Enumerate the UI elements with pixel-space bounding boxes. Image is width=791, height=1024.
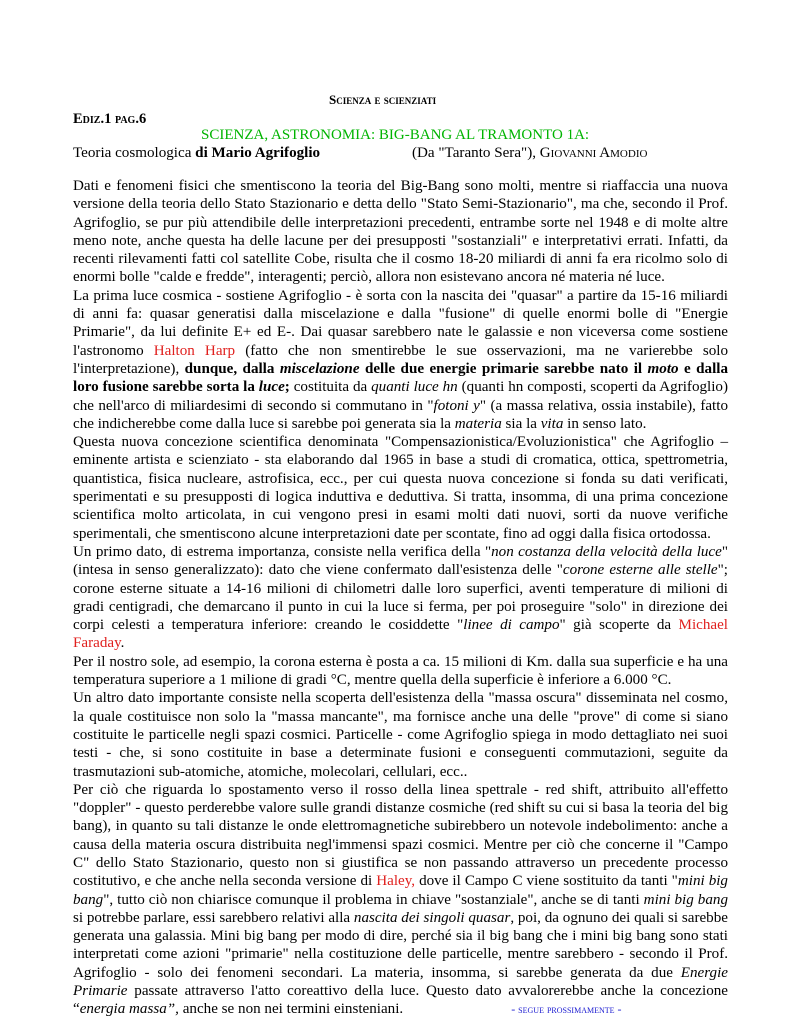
p2-bold-underline-2: luce	[258, 379, 285, 396]
p4-italic-1: non costanza della velocità della luce	[491, 543, 722, 560]
p2-bold-underline-1: moto	[647, 360, 679, 377]
section-title: Scienza e scienziati	[329, 92, 437, 107]
paragraph-5: Per il nostro sole, ad esempio, la corona esterna è posta a ca. 15 milioni di Km. dalla sua superficie e ha una temperatura superiore a 1 milione di gradi °C, mentre quella della superficie è inferiore a 6.000 °C.	[73, 653, 728, 689]
p7-text-d: si potrebbe parlare, essi sarebbero relativi alla	[73, 909, 354, 926]
p7-text-e: , poi, da ognuno dei quali si sarebbe generata una galassia. Mini big bang per modo di dire, perché sia il big bang che i mini big bang sono stati interpretati come azioni "primarie" nella costituzione delle particelle, mentre sarebbero - secondo il Prof. Agrifoglio - solo dei fenomeni secondari. La materia, insomma, si sarebbe generata da due	[73, 909, 728, 981]
p7-italic-1: mini big bang	[73, 873, 728, 908]
subtitle-author: di Mario Agrifoglio	[195, 145, 321, 161]
p4-text-b: " (intesa in senso generalizzato): dato che viene confermato dall'esistenza delle "	[73, 543, 729, 579]
p7-text-a: Per ciò che riguarda lo spostamento verso il rosso della linea spettrale - red shift, attribuito all'effetto "doppler" - questo perderebbe valore sulle grandi distanze cosmiche (red shift su cui si basa la teoria del big bang), in quanto su tali distanze le onde elettromagnetiche subirebbero un notevole indebolimento: anche a causa della materia oscura distribuita negl'immensi spazi cosmici. Mentre per ciò che concerne il "Campo C" dello Stato Stazionario, questo non si giustifica se non passando attraverso un precedente processo costitutivo, e che anche nella seconda versione di	[73, 781, 728, 890]
p2-bold-1: dunque, dalla	[179, 360, 280, 377]
source-author: Giovanni Amodio	[539, 145, 648, 161]
article-title: SCIENZA, ASTRONOMIA: BIG-BANG AL TRAMONTO 1A:	[201, 127, 590, 143]
p2-text-e: " (a massa relativa, ossia instabile), fatto che indicherebbe come dalla luce si sarebbe poi generata sia la	[73, 397, 728, 432]
p4-italic-2: corone esterne alle stelle	[562, 562, 718, 579]
p7-text-f: passate attraverso l'atto coreattivo della luce. Questo dato avvalorerebbe anche la concezione “	[73, 983, 728, 1018]
p2-text-g: in senso lato.	[563, 415, 647, 432]
p2-bold-3: e dalla loro fusione sarebbe sorta la	[73, 360, 729, 396]
p2-bold-4: ;	[284, 379, 290, 396]
subtitle-prefix: Teoria cosmologica	[73, 145, 196, 161]
p7-italic-5: energia massa”,	[79, 1001, 179, 1018]
haley-name: Haley,	[376, 873, 416, 890]
p2-bold-2: delle due energie primarie sarebbe nato il	[359, 360, 648, 377]
article-source	[412, 144, 647, 162]
p7-italic-3: nascita dei singoli quasar	[353, 909, 511, 926]
p2-italic-2: fotoni y	[433, 397, 480, 414]
p2-text-d: (quanti hn composti, scoperti da Agrifoglio) che nell'arco di miliardesimi di secondo si commutano in "	[73, 379, 728, 414]
p2-bold-italic-1: miscelazione	[279, 360, 360, 377]
paragraph-4	[73, 543, 728, 653]
paragraph-6: Un altro dato importante consiste nella scoperta dell'esistenza della "massa oscura" disseminata nel cosmo, la quale costituisce non solo la "massa mancante", ma fornisce anche una delle "prove" di come si siano costituite le particelle negli spazi cosmici. Particelle - come Agrifoglio spiega in modo dettagliato nei suoi testi - che, si sono costituite in base a determinate fusioni e conseguenti commutazioni, seguite da trasmutazioni sub-atomiche, atomiche, molecolari, cellulari, ecc..	[73, 690, 728, 780]
p7-text-b: dove il Campo C viene sostituito da tanti "	[415, 873, 678, 890]
continued-label: - segue prossimamente -	[511, 1002, 622, 1017]
p2-italic-3: materia	[454, 415, 502, 432]
article-body	[73, 177, 728, 1019]
edition-label: Ediz.1 pag.6	[73, 111, 147, 127]
p2-italic-4: vita	[540, 415, 564, 432]
source-prefix: (Da "Taranto Sera"),	[412, 145, 540, 161]
p7-text-g: anche se non nei termini einsteniani.	[178, 1001, 404, 1018]
paragraph-2	[73, 287, 728, 433]
p2-text-f: sia la	[501, 415, 541, 432]
paragraph-3: Questa nuova concezione scientifica denominata "Compensazionistica/Evoluzionistica" che Agrifoglio – eminente artista e scienziato - sta elaborando dal 1965 in base a studi di cromatica, ottica, spettrometria, quantistica, fisica nucleare, astrofisica, ecc., per cui questa nuova concezione si fonda su dati verificati, sperimentati e su presupposti di logica induttiva e deduttiva. Si tratta, insomma, di una prima concezione scientifica molto articolata, in cui vengono presi in esami molti dati nuovi, sorti da nuove verifiche sperimentali, che smentiscono alcune interpretazioni date per scontate, fino ad oggi dalla fisica ortodossa.	[73, 434, 728, 542]
michael-faraday-name: Michael Faraday	[73, 617, 728, 652]
p4-text-a: Un primo dato, di estrema importanza, consiste nella verifica della "	[73, 543, 492, 560]
p2-italic-1: quanti luce hn	[371, 379, 458, 396]
p4-text-c: "; corone esterne situate a 14-16 milioni di chilometri dalle loro superfici, aventi temperature di milioni di gradi centigradi, che demarcano il punto in cui la luce si ferma, per poi proseguire "solo" in direzione dei corpi celesti a temperatura inferiore: creando le cosiddette "	[73, 562, 728, 634]
p4-italic-3: linee di campo	[463, 617, 560, 634]
p2-text-a: La prima luce cosmica - sostiene Agrifoglio - è sorta con la nascita dei "quasar" a partire da 15-16 miliardi di anni fa: quasar generatisi dalla miscelazione e dalla "fusione" di quelle enormi bolle di "Energie Primarie", da lui definite E+ ed E-. Dai quasar sarebbero nate le galassie e non viceversa come sostiene l'astronomo	[73, 287, 728, 359]
p4-text-e: .	[120, 635, 125, 652]
paragraph-7	[73, 781, 728, 1019]
p4-text-d: " già scoperte da	[559, 617, 679, 634]
paragraph-1: Dati e fenomeni fisici che smentiscono la teoria del Big-Bang sono molti, mentre si riaffaccia una nuova versione della teoria dello Stato Stazionario e detta dello "Stato Semi-Stazionario", ma che, secondo il Prof. Agrifoglio, se pur più attendibile delle interpretazioni precedenti, entrambe sorte nel 1948 e di molte altre meno note, anche questa ha delle lacune per dei presupposti "sostanziali" e interpretativi errati. Infatti, da recenti rilevamenti fatti col satellite Cobe, risulta che il cosmo 18-20 miliardi di anni fa era ricolmo solo di enormi bolle "calde e fredde", interagenti; perciò, allora non esistevano ancora né materia né luce.	[73, 178, 728, 286]
halton-harp-name: Halton Harp	[153, 342, 236, 359]
p7-italic-2: mini big bang	[643, 891, 728, 908]
p7-text-c: ", tutto ciò non chiarisce comunque il problema in chiave "sostanziale", anche se di tanti	[103, 891, 644, 908]
p2-text-c: costituita da	[289, 379, 372, 396]
article-subtitle	[73, 144, 728, 162]
p7-italic-4: Energie Primarie	[73, 964, 728, 1000]
p2-text-b: (fatto che non smentirebbe le sue osservazioni, ma ne varierebbe solo l'interpretazione),	[73, 342, 728, 377]
